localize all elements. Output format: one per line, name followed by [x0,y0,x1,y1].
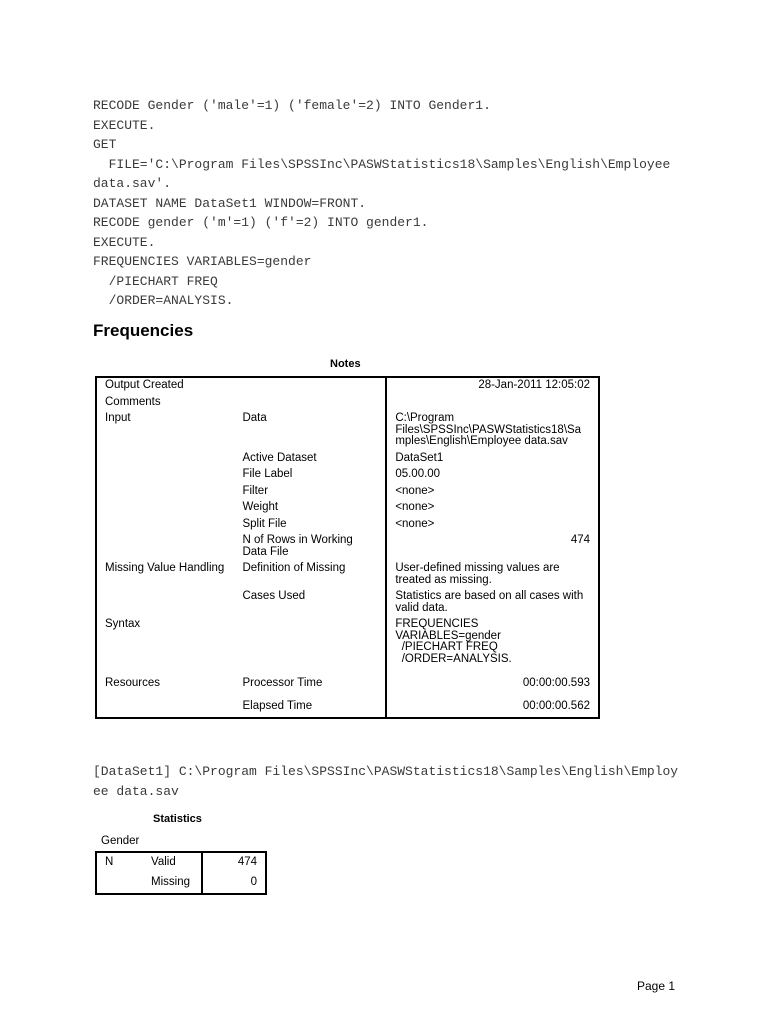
value-line: FREQUENCIES [395,618,479,630]
n-label: N [105,856,114,868]
value-line: mples\English\Employee data.sav [395,435,568,447]
syntax-line: EXECUTE. [93,234,156,250]
n-rows-label [234,533,386,561]
path-line: ee data.sav [93,783,179,799]
definition-label: Definition of Missing [234,561,386,589]
table-row [96,500,599,517]
label-line: Data File [242,545,289,558]
output-created-label: Output Created [96,377,386,395]
value-line: VARIABLES=gender [395,629,501,642]
input-label: Input [105,412,131,424]
active-dataset-value: DataSet1 [395,451,444,464]
weight-label: Weight [234,500,386,517]
table-row [96,693,599,719]
empty-cell [96,873,143,894]
data-label: Data [234,411,386,451]
value-line: Files\SPSSInc\PASWStatistics18\Sa [395,423,582,436]
comments-value [386,395,599,412]
value-line: User-defined missing values are [395,562,560,574]
file-label-value: 05.00.00 [395,468,441,480]
table-row [96,589,599,617]
file-label-label: File Label [234,467,386,484]
syntax-line: FILE='C:\Program Files\SPSSInc\PASWStatistics18\Samples\English\Employee [93,156,671,172]
empty-cell [96,693,234,719]
table-row [96,852,266,873]
cases-used-label: Cases Used [234,589,386,617]
syntax-line: RECODE Gender ('male'=1) ('female'=2) INTO Gender1. [93,98,491,113]
table-row [96,517,599,534]
syntax-line: DATASET NAME DataSet1 WINDOW=FRONT. [93,195,367,211]
table-row [96,377,599,395]
statistics-variable-label: Gender [101,835,140,847]
value-line: Statistics are based on all cases with [395,590,584,602]
processor-time-label: Processor Time [234,668,386,693]
path-line: [DataSet1] C:\Program Files\SPSSInc\PASWStatistics18\Samples\English\Employ [93,764,679,779]
weight-value: <none> [395,501,435,513]
statistics-table [95,851,267,895]
split-file-value: <none> [395,517,435,530]
value-line: C:\Program [395,412,455,424]
missing-handling-label: Missing Value Handling [105,562,225,574]
filter-label: Filter [234,484,386,501]
table-row [96,484,599,501]
valid-value: 474 [237,856,257,868]
table-row [96,668,599,693]
notes-caption: Notes [330,358,361,370]
output-created-value: 28-Jan-2011 12:05:02 [478,379,590,391]
syntax-line: /PIECHART FREQ [93,273,218,289]
syntax-label: Syntax [105,618,141,630]
empty-cell [96,484,234,501]
syntax-line: GET [93,137,117,152]
syntax-line: FREQUENCIES VARIABLES=gender [93,254,312,269]
syntax-line: data.sav'. [93,176,172,191]
definition-value [386,561,599,589]
empty-cell [96,500,234,517]
syntax-line: EXECUTE. [93,117,156,133]
resources-label: Resources [105,677,160,689]
table-row [96,411,599,451]
syntax-line: /ORDER=ANALYSIS. [93,293,234,308]
table-row [96,873,266,894]
statistics-caption: Statistics [153,813,202,825]
empty-cell [96,517,234,534]
cases-used-value [386,589,599,617]
n-rows-value: 474 [570,534,590,546]
table-row [96,617,599,668]
syntax-block [93,96,670,311]
active-dataset-label: Active Dataset [234,451,386,468]
table-row [96,395,599,412]
section-heading: Frequencies [93,321,194,340]
filter-value: <none> [395,484,435,497]
notes-table [95,376,600,719]
empty-cell [96,467,234,484]
data-value [386,411,599,451]
comments-label: Comments [96,395,386,412]
empty-cell [96,451,234,468]
value-line: treated as missing. [395,573,492,586]
syntax-value [386,617,599,668]
value-line: /ORDER=ANALYSIS. [395,652,512,665]
value-line: valid data. [395,601,448,614]
table-row [96,451,599,468]
empty-cell [96,533,234,561]
table-row [96,533,599,561]
dataset-path [93,762,678,801]
page-number: Page 1 [637,979,676,993]
syntax-line: RECODE gender ('m'=1) ('f'=2) INTO gender1. [93,215,429,230]
empty-cell [234,617,386,668]
elapsed-time-value: 00:00:00.562 [522,699,590,712]
elapsed-time-label: Elapsed Time [234,693,386,719]
label-line: N of Rows in Working [242,534,353,546]
split-file-label: Split File [234,517,386,534]
missing-value: 0 [250,876,257,888]
table-row [96,467,599,484]
valid-label: Valid [143,852,202,873]
value-line: /PIECHART FREQ [395,641,498,653]
empty-cell [96,589,234,617]
processor-time-value: 00:00:00.593 [522,677,590,689]
missing-label: Missing [143,873,202,894]
table-row [96,561,599,589]
